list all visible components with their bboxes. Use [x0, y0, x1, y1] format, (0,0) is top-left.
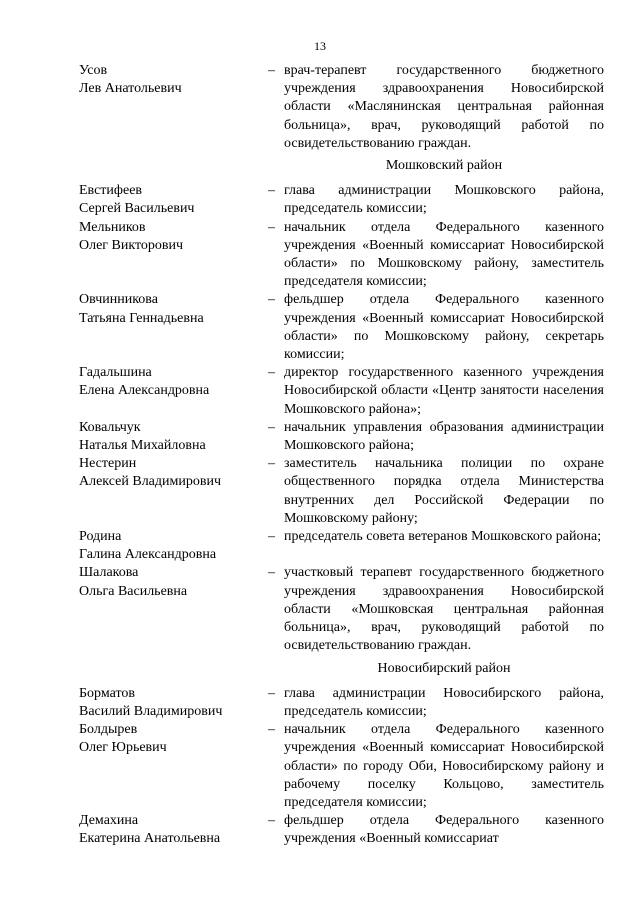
member-given-names: Татьяна Геннадьевна	[79, 310, 204, 326]
member-entry	[79, 364, 604, 419]
member-name	[79, 455, 259, 528]
member-given-names: Елена Александровна	[79, 383, 210, 399]
member-name	[79, 219, 259, 292]
member-name	[79, 812, 259, 848]
member-given-names: Лев Анатольевич	[79, 81, 182, 97]
member-surname: Нестерин	[79, 456, 137, 472]
member-entry	[79, 528, 604, 564]
member-name	[79, 419, 259, 455]
section-heading	[79, 660, 604, 678]
member-position: председатель совета ветеранов Мошковского района;	[284, 529, 602, 545]
member-given-names: Олег Викторович	[79, 237, 184, 253]
member-surname: Родина	[79, 529, 122, 545]
member-given-names: Наталья Михайловна	[79, 438, 206, 454]
member-given-names: Алексей Владимирович	[79, 474, 222, 490]
member-position: фельдшер отдела Федерального казенного учреждения «Военный комиссариат	[284, 813, 604, 847]
member-position: глава администрации Новосибирского района, председатель комиссии;	[284, 685, 604, 719]
member-name	[79, 182, 259, 218]
member-entry	[79, 62, 604, 153]
section	[79, 660, 604, 849]
member-name	[79, 685, 259, 721]
member-name	[79, 564, 259, 655]
dash-separator: –	[268, 529, 275, 545]
member-position: врач-терапевт государственного бюджетного учреждения здравоохранения Новосибирской области «Маслянинская центральная районная больница», врач, руководящий работой по освидетельствованию граждан.	[284, 63, 604, 151]
member-surname: Гадальшина	[79, 365, 152, 381]
member-surname: Овчинникова	[79, 292, 158, 308]
member-name	[79, 721, 259, 812]
member-given-names: Ольга Васильевна	[79, 583, 188, 599]
dash-separator: –	[268, 63, 275, 78]
member-entry	[79, 419, 604, 455]
member-position: начальник отдела Федерального казенного учреждения «Военный комиссариат Новосибирской области» по городу Оби, Новосибирскому району и рабочему поселку Кольцово, заместитель председателя комиссии;	[284, 722, 604, 810]
member-given-names: Екатерина Анатольевна	[79, 831, 221, 847]
document-body	[79, 62, 604, 849]
member-position: директор государственного казенного учреждения Новосибирской области «Центр занятости населения Мошковского района»;	[284, 365, 604, 417]
member-surname: Борматов	[79, 685, 135, 701]
dash-separator: –	[268, 219, 275, 235]
member-entry	[79, 685, 604, 721]
member-name	[79, 62, 259, 153]
section	[79, 62, 604, 153]
member-position: участковый терапевт государственного бюджетного учреждения здравоохранения Новосибирской области «Мошковская центральная районная больница», врач, руководящий работой по освидетельствованию граждан.	[284, 565, 604, 654]
member-surname: Усов	[79, 63, 108, 78]
member-position: начальник отдела Федерального казенного учреждения «Военный комиссариат Новосибирской области» по Мошковскому району, заместитель председателя комиссии;	[284, 219, 604, 290]
dash-separator: –	[268, 183, 275, 199]
dash-separator: –	[268, 292, 275, 308]
member-entry	[79, 721, 604, 812]
member-position: глава администрации Мошковского района, председатель комиссии;	[284, 183, 604, 217]
dash-separator: –	[268, 365, 275, 381]
member-given-names: Олег Юрьевич	[79, 740, 167, 756]
member-entry	[79, 564, 604, 655]
member-given-names: Сергей Васильевич	[79, 201, 195, 217]
page-number: 13	[314, 39, 326, 53]
member-position: заместитель начальника полиции по охране общественного порядка отдела Министерства внутренних дел Российской Федерации по Мошковскому району;	[284, 456, 604, 526]
dash-separator: –	[268, 722, 275, 738]
section-heading-text: Мошковский район	[385, 158, 503, 174]
member-name	[79, 364, 259, 419]
member-entry	[79, 219, 604, 292]
member-name	[79, 291, 259, 364]
dash-separator: –	[268, 685, 275, 701]
member-given-names: Галина Александровна	[79, 547, 217, 563]
member-surname: Мельников	[79, 219, 146, 235]
member-position: начальник управления образования администрации Мошковского района;	[284, 419, 604, 454]
member-surname: Евстифеев	[79, 183, 143, 199]
member-given-names: Василий Владимирович	[79, 703, 223, 719]
member-surname: Демахина	[79, 813, 139, 829]
section	[79, 157, 604, 655]
member-position: фельдшер отдела Федерального казенного учреждения «Военный комиссариат Новосибирской области» по Мошковскому району, секретарь комиссии;	[284, 292, 604, 363]
dash-separator: –	[268, 419, 275, 435]
member-surname: Ковальчук	[79, 419, 141, 435]
dash-separator: –	[268, 456, 275, 472]
section-heading-text: Новосибирский район	[377, 660, 511, 676]
member-entry	[79, 455, 604, 528]
member-entry	[79, 812, 604, 848]
member-name	[79, 528, 259, 564]
member-entry	[79, 182, 604, 218]
section-heading	[79, 157, 604, 175]
member-entry	[79, 291, 604, 364]
member-surname: Шалакова	[79, 565, 139, 581]
dash-separator: –	[268, 565, 275, 581]
member-surname: Болдырев	[79, 722, 138, 738]
dash-separator: –	[268, 813, 275, 829]
